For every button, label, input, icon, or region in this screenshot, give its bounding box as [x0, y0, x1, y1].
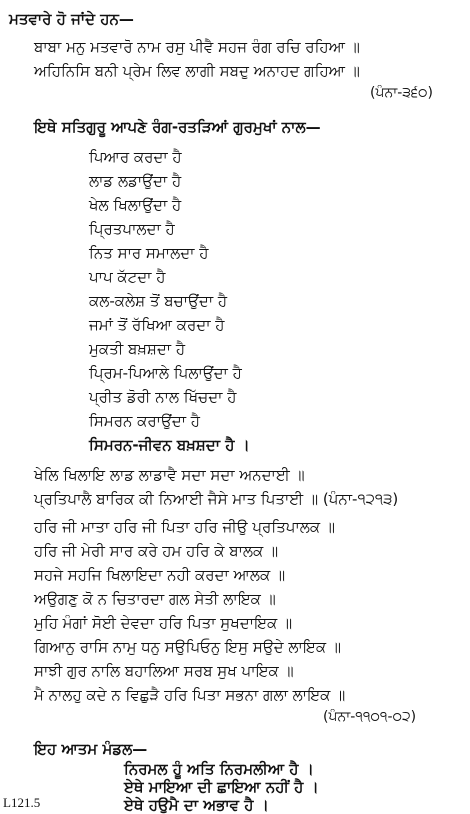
list-item: ਪ੍ਰਿਤਪਾਲਦਾ ਹੈ [89, 220, 175, 238]
list-item: ਪਿਆਰ ਕਰਦਾ ਹੈ [89, 148, 182, 166]
verse-line: ਹਰਿ ਜੀ ਮੇਰੀ ਸਾਰ ਕਰੇ ਹਮ ਹਰਿ ਕੇ ਬਾਲਕ ॥ [34, 542, 279, 560]
list-item: ਪਾਪ ਕੱਟਦਾ ਹੈ [89, 268, 166, 286]
list-item: ਸਿਮਰਨ ਕਰਾਉਂਦਾ ਹੈ [89, 412, 200, 430]
verse-text: ਪ੍ਰਤਿਪਾਲੈ ਬਾਰਿਕ ਕੀ ਨਿਆਈ ਜੈਸੇ ਮਾਤ ਪਿਤਾਈ ॥ [34, 490, 319, 508]
verse-line: ਸਹਜੇ ਸਹਜਿ ਖਿਲਾਇਦਾ ਨਹੀ ਕਰਦਾ ਆਲਕ ॥ [34, 566, 286, 584]
list-item: ਖੇਲ ਖਿਲਾਉਂਦਾ ਹੈ [89, 196, 182, 214]
closing-line: ਏਥੇ ਹਉਮੈ ਦਾ ਅਭਾਵ ਹੈ । [124, 796, 269, 814]
verse-line: ਹਰਿ ਜੀ ਮਾਤਾ ਹਰਿ ਜੀ ਪਿਤਾ ਹਰਿ ਜੀਉ ਪ੍ਰਤਿਪਾਲਕ ॥ [34, 518, 336, 536]
list-item: ਪ੍ਰੀਤ ਡੋਰੀ ਨਾਲ ਖਿੱਚਦਾ ਹੈ [89, 388, 237, 406]
verse-line: ਮੈ ਨਾਲਹੁ ਕਦੇ ਨ ਵਿਛੁੜੈ ਹਰਿ ਪਿਤਾ ਸਭਨਾ ਗਲਾ ਲਾਇਕ ॥ [34, 686, 346, 704]
closing-line: ਨਿਰਮਲ ਹੂੰ ਅਤਿ ਨਿਰਮਲੀਆ ਹੈ । [124, 760, 314, 778]
page-reference: (ਪੰਨਾ-੩੬੦) [370, 85, 434, 101]
list-item: ਨਿਤ ਸਾਰ ਸਮਾਲਦਾ ਹੈ [89, 244, 209, 262]
list-item: ਜਮਾਂ ਤੋਂ ਰੱਖਿਆ ਕਰਦਾ ਹੈ [89, 316, 225, 334]
verse-line: ਖੇਲਿ ਖਿਲਾਇ ਲਾਡ ਲਾਡਾਵੈ ਸਦਾ ਸਦਾ ਅਨਦਾਈ ॥ [34, 466, 305, 484]
page-code: L121.5 [3, 795, 41, 810]
section-heading: ਮਤਵਾਰੇ ਹੋ ਜਾਂਦੇ ਹਨ— [9, 10, 134, 28]
verse-line: ਸਾਝੀ ਗੁਰ ਨਾਲਿ ਬਹਾਲਿਆ ਸਰਬ ਸੁਖ ਪਾਇਕ ॥ [34, 662, 294, 680]
closing-line: ਏਥੇ ਮਾਇਆ ਦੀ ਛਾਇਆ ਨਹੀਂ ਹੈ । [124, 778, 319, 796]
list-item-last: ਸਿਮਰਨ-ਜੀਵਨ ਬਖ਼ਸ਼ਦਾ ਹੈ । [89, 436, 250, 454]
section-heading: ਇਥੇ ਸਤਿਗੁਰੂ ਆਪਣੇ ਰੰਗ-ਰਤੜਿਆਂ ਗੁਰਮੁਖਾਂ ਨਾਲ— [34, 118, 321, 136]
verse-line: ਮੁਹਿ ਮੰਗਾਂ ਸੋਈ ਦੇਵਦਾ ਹਰਿ ਪਿਤਾ ਸੁਖਦਾਇਕ ॥ [34, 614, 293, 632]
verse-line [34, 490, 398, 508]
verse-line: ਅਹਿਨਿਸਿ ਬਨੀ ਪ੍ਰੇਮ ਲਿਵ ਲਾਗੀ ਸਬਦੁ ਅਨਾਹਦ ਗਹਿਆ ॥ [34, 62, 360, 80]
page-reference: (ਪੰਨਾ-੧੨੧੩) [322, 490, 399, 508]
page-reference: (ਪੰਨਾ-੧੧੦੧-੦੨) [323, 709, 417, 725]
verse-line: ਗਿਆਨੁ ਰਾਸਿ ਨਾਮੁ ਧਨੁ ਸਉਪਿਓਨੁ ਇਸੁ ਸਉਦੇ ਲਾਇਕ ॥ [34, 638, 341, 656]
verse-line: ਅਉਗਣੁ ਕੋ ਨ ਚਿਤਾਰਦਾ ਗਲ ਸੇਤੀ ਲਾਇਕ ॥ [34, 590, 276, 608]
section-heading: ਇਹ ਆਤਮ ਮੰਡਲ— [34, 740, 148, 758]
verse-line: ਬਾਬਾ ਮਨੁ ਮਤਵਾਰੋ ਨਾਮ ਰਸੁ ਪੀਵੈ ਸਹਜ ਰੰਗ ਰਚਿ ਰਹਿਆ ॥ [34, 38, 360, 56]
list-item: ਪ੍ਰਿਮ-ਪਿਆਲੇ ਪਿਲਾਉਂਦਾ ਹੈ [89, 364, 242, 382]
list-item: ਕਲ-ਕਲੇਸ਼ ਤੋਂ ਬਚਾਉਂਦਾ ਹੈ [89, 292, 228, 310]
list-item: ਮੁਕਤੀ ਬਖ਼ਸ਼ਦਾ ਹੈ [89, 340, 186, 358]
list-item: ਲਾਡ ਲਡਾਉਂਦਾ ਹੈ [89, 172, 182, 190]
